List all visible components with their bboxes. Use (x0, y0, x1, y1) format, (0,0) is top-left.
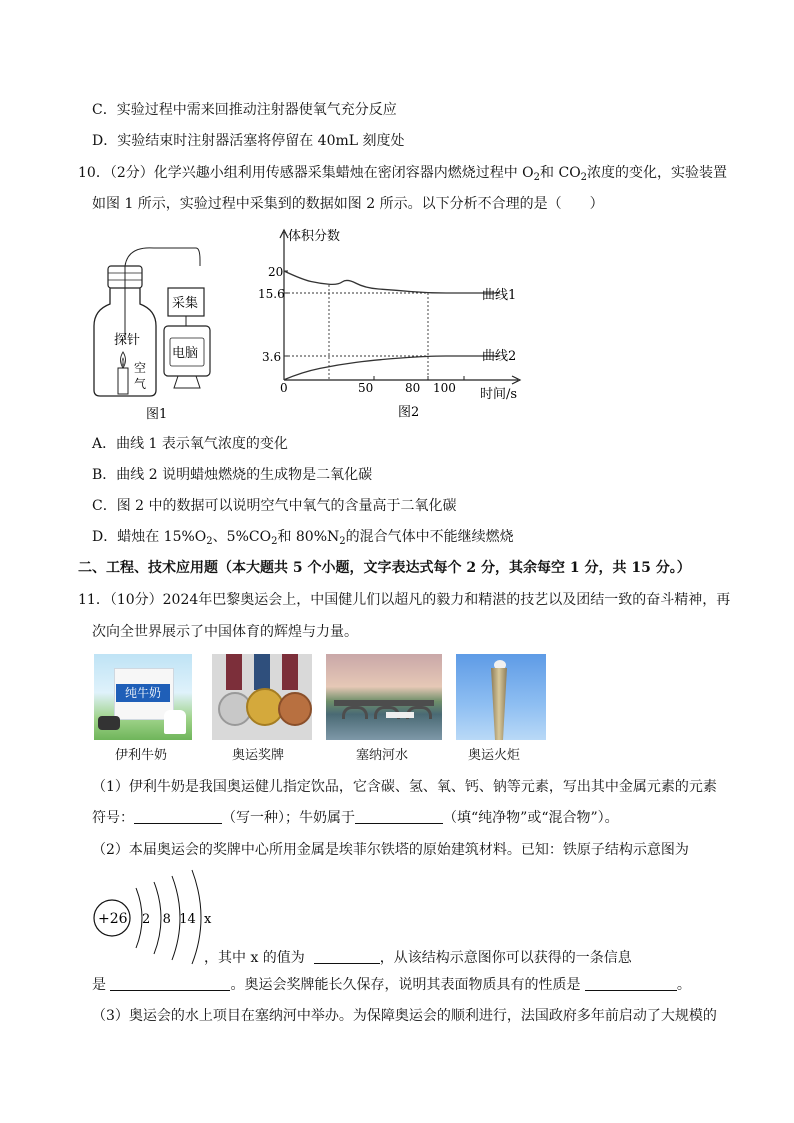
answer-blank-info[interactable] (110, 976, 230, 991)
caption-seine: 塞纳河水 (356, 748, 409, 763)
ytick-3-6: 3.6 (262, 350, 282, 364)
nucleus-charge: +26 (98, 911, 128, 927)
figure-2-chart (258, 224, 552, 424)
q11-p1-line2 (92, 808, 619, 828)
series-line-1 (284, 271, 500, 293)
answer-blank-milk-type[interactable] (355, 809, 443, 824)
milk-box-label: 纯牛奶 (116, 684, 170, 702)
chart-ylabel: 体积分数 (288, 229, 341, 244)
sub-2d: 2 (271, 536, 278, 547)
section-2-title: 二、工程、技术应用题（本大题共 5 个小题，文字表达式每个 2 分，其余每空 1 分，共 15 分。） (78, 560, 691, 576)
chart-xlabel: 时间/s (480, 387, 518, 402)
series-line-2 (284, 356, 500, 380)
sub-2a: 2 (533, 172, 541, 183)
caption-torch: 奥运火炬 (468, 748, 521, 763)
air-label-1: 空 (134, 361, 147, 375)
caption-milk: 伊利牛奶 (115, 748, 168, 763)
sub-2e: 2 (339, 536, 346, 547)
ytick-20: 20 (268, 265, 284, 279)
electron-shells: 2 8 14 x (142, 912, 212, 927)
probe-label: 探针 (114, 333, 141, 348)
q11-p3-line1: （3）奥运会的水上项目在塞纳河中举办。为保障奥运会的顺利进行，法国政府多年前启动了大规模的 (92, 1008, 717, 1024)
curve1-label: 曲线1 (482, 288, 517, 303)
xtick-100: 100 (433, 381, 456, 395)
answer-blank-property[interactable] (585, 976, 677, 991)
p2-text-d: 。奥运会奖牌能长久保存，说明其表面物质具有的性质是 (230, 977, 581, 993)
photo-medals (212, 654, 312, 740)
q11-stem-line1: 11．（10分）2024年巴黎奥运会上，中国健儿们以超凡的毅力和精湛的技艺以及团结一致的奋斗精神，再 (78, 592, 731, 608)
q10-option-a: A．曲线 1 表示氧气浓度的变化 (92, 436, 288, 452)
p2-text-e: 。 (676, 977, 691, 993)
p2-text-c: 是 (92, 977, 106, 993)
option-d-prev: D．实验结束时注射器活塞将停留在 40mL 刻度处 (92, 133, 405, 149)
opt-d-part4: 的混合气体中不能继续燃烧 (345, 529, 514, 545)
photo-torch (456, 654, 546, 740)
p1-text-a: 符号： (92, 810, 134, 826)
q10-stem-line1 (78, 163, 727, 183)
xtick-50: 50 (358, 381, 374, 395)
p2-text-a: ，其中 x 的值为 (204, 950, 305, 966)
q10-end: 浓度的变化，实验装置 (587, 165, 728, 181)
q10-mid: 和 CO (540, 165, 581, 181)
curve2-label: 曲线2 (482, 349, 517, 364)
figure-1-apparatus (88, 240, 238, 440)
ytick-15-6: 15.6 (258, 287, 285, 301)
q10-stem-line2: 如图 1 所示，实验过程中采集到的数据如图 2 所示。以下分析不合理的是（ ） (92, 196, 604, 212)
collect-label: 采集 (172, 296, 199, 311)
answer-blank-symbol[interactable] (134, 809, 222, 824)
p1-text-c: （填“纯净物”或“混合物”）。 (443, 810, 619, 826)
figure-1-caption: 图1 (146, 407, 168, 422)
answer-blank-x[interactable] (314, 949, 380, 964)
photo-milk (94, 654, 192, 740)
q11-p1-line1: （1）伊利牛奶是我国奥运健儿指定饮品，它含碳、氢、氧、钙、钠等元素，写出其中金属元素的元素 (92, 779, 717, 795)
q10-prefix: 10．（2分）化学兴趣小组利用传感器采集蜡烛在密闭容器内燃烧过程中 O (78, 165, 534, 181)
sub-2b: 2 (580, 172, 588, 183)
sub-2c: 2 (206, 536, 213, 547)
q11-p2-line2 (204, 948, 632, 968)
p1-text-b: （写一种）；牛奶属于 (222, 810, 355, 826)
opt-d-part2: 、5%CO (212, 529, 272, 545)
p2-text-b: ，从该结构示意图你可以获得的一条信息 (379, 950, 632, 966)
opt-d-part1: D．蜡烛在 15%O (92, 529, 207, 545)
q10-option-b: B．曲线 2 说明蜡烛燃烧的生成物是二氧化碳 (92, 467, 373, 483)
option-c-prev: C．实验过程中需来回推动注射器使氧气充分反应 (92, 102, 397, 118)
air-label-2: 气 (134, 377, 147, 391)
q10-option-c: C．图 2 中的数据可以说明空气中氧气的含量高于二氧化碳 (92, 498, 457, 514)
figure-2-caption: 图2 (398, 405, 420, 420)
q11-p2-line1: （2）本届奥运会的奖牌中心所用金属是埃菲尔铁塔的原始建筑材料。已知：铁原子结构示意图为 (92, 842, 689, 858)
caption-medals: 奥运奖牌 (232, 748, 285, 763)
photo-seine (326, 654, 442, 740)
opt-d-part3: 和 80%N (277, 529, 340, 545)
computer-label: 电脑 (172, 346, 199, 361)
q11-p2-line3 (92, 975, 691, 995)
q11-stem-line2: 次向全世界展示了中国体育的辉煌与力量。 (92, 624, 358, 640)
xtick-0: 0 (280, 381, 288, 395)
xtick-80: 80 (405, 381, 421, 395)
q10-option-d (92, 527, 514, 547)
